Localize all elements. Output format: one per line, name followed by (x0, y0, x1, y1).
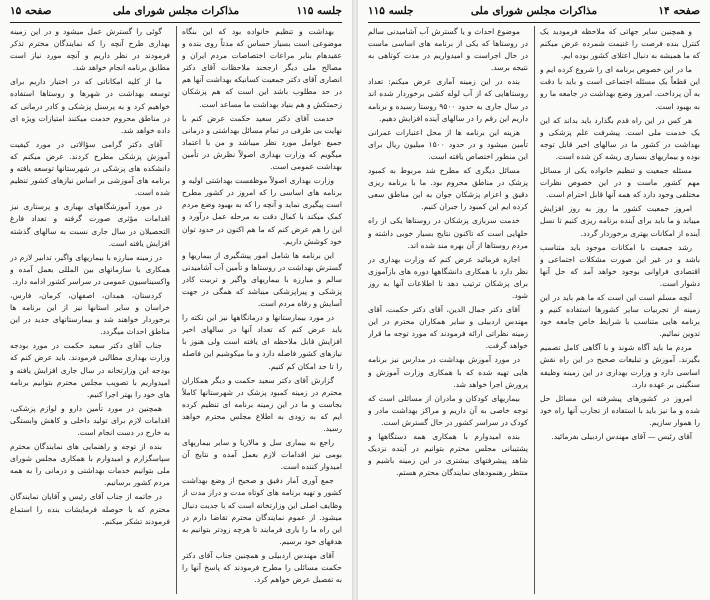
paragraph: و همچنین سایر جهاتی که ملاحظه فرمودید یک کنترل بنده فرصت را غنیمت شمرده عرض میکنم که ما همیشه به دنبال اعتلای کشور بوده ایم. (540, 27, 700, 61)
paragraph: مسئله جمعیت و تنظیم خانواده یکی از مسائل مهم کشور ماست و در این خصوص نظرات مختلفی وجود دارد که همه آنها قابل احترام است. (540, 166, 700, 200)
paragraph: گزارش آقای دکتر سعید حکمت و دیگر همکاران محترم در زمینه کمبود پزشک در شهرستانها کاملاً بجاست و ما در این زمینه برنامه ای تنظیم کرده ایم که به زودی به اطلاع مجلس محترم خواهد رسید. (182, 375, 342, 433)
right-page (358, 0, 710, 600)
paragraph: در زمینه مبارزه با بیماریهای واگیر، تدابیر لازم در همکاری با سازمانهای بین المللی بعمل آمده و واکسیناسیون عمومی در سراسر کشور ادامه دارد. (10, 252, 170, 286)
right-page-session: جلسه ۱۱۵ (368, 5, 414, 17)
paragraph: جمع آوری آمار دقیق و صحیح از وضع بهداشت کشور و تهیه برنامه های کوتاه مدت و دراز مدت از وظایف اصلی این وزارتخانه است که با جدیت دنبال میشود. از عموم نمایندگان محترم تقاضا دارم در این راه ما را یاری فرمایند تا هرچه زودتر بتوانیم به هدفهای خود برسیم. (182, 476, 342, 546)
right-page-number: صفحه ۱۴ (658, 5, 700, 17)
right-page-header (368, 4, 700, 23)
paragraph: این برنامه ها شامل امور پیشگیری از بیماریها و گسترش بهداشت در روستاها و تأمین آب آشامیدنی سالم و مبارزه با بیماریهای واگیر و تربیت کادر پزشکی و پیراپزشکی میباشد که همگی در جهت آسایش و رفاه مردم است. (182, 250, 342, 309)
left-page-columns (10, 26, 342, 594)
left-page (0, 0, 352, 600)
paragraph: اجازه فرمائید عرض کنم که وزارت بهداری در نظر دارد با همکاری دانشگاهها دوره های بازآموزی برای پزشکان ترتیب دهد تا اطلاعات آنها به روز شود. (368, 254, 528, 300)
paragraph: در خاتمه از جناب آقای رئیس و آقایان نمایندگان محترم که با حوصله فرمایشات بنده را استماع فرمودند تشکر میکنم. (10, 492, 170, 526)
paragraph: گوئی را گسترش عمل میشود و در این زمینه بهداری طرح آنچه را که نمایندگان محترم تذکر فرمودند در نظر داریم و آنچه مورد نیاز است مطابق برنامه انجام خواهد شد. (10, 27, 170, 73)
paragraph: آقای رئیس — آقای مهندس اردبیلی بفرمائید. (551, 432, 692, 441)
left-page-number: صفحه ۱۵ (10, 5, 52, 17)
right-page-columns (368, 26, 700, 594)
paragraph: راجع به بیماری سل و مالاریا و سایر بیماریهای بومی نیز اقدامات لازم بعمل آمده و نتایج آن امیدوار کننده است. (182, 438, 342, 472)
left-page-header (10, 4, 342, 23)
left-page-title: مذاکرات مجلس شورای ملی (112, 5, 240, 17)
paragraph: بنده در این زمینه آماری عرض میکنم: تعداد روستاهایی که از آب لوله کشی برخوردار شده اند در سال جاری به حدود ۹۵۰۰ روستا رسیده و برنامه داریم این رقم را در سالهای آینده افزایش دهیم. (368, 77, 528, 123)
paragraph: امروز در کشورهای پیشرفته این مسائل حل شده و ما نیز باید با استفاده از تجارب آنها راه خود را هموار سازیم. (540, 393, 700, 427)
paragraph: همچنین در مورد تأمین دارو و لوازم پزشکی، اقدامات لازم برای تولید داخلی و کاهش وابستگی به خارج در دست انجام است. (10, 403, 170, 437)
right-page-right-column (540, 26, 700, 594)
paragraph: آقای دکتر گرامی سؤالاتی در مورد کیفیت آموزش پزشکی مطرح کردند. عرض میکنم که دانشکده های پزشکی در شهرستانها توسعه یافته و برنامه های آموزشی بر اساس نیازهای کشور تنظیم شده است. (10, 139, 170, 198)
paragraph: کردستان، همدان، اصفهان، کرمان، فارس، خراسان و سایر استانها نیز از این برنامه ها برخوردار خواهند شد و بیمارستانهای جدید در این مناطق احداث میگردد. (10, 290, 170, 337)
paragraph: جناب آقای دکتر سعید حکمت در مورد بودجه وزارت بهداری مطالبی فرمودند. باید عرض کنم که بودجه این وزارتخانه در سال جاری افزایش یافته و امیدواریم با تصویب مجلس محترم بتوانیم برنامه های خود را بهتر اجرا کنیم. (10, 341, 170, 399)
paragraph: مردم ما باید آگاه شوند و با آگاهی کامل تصمیم بگیرند. آموزش و تبلیغات صحیح در این راه نقش اساسی دارد و وزارت بهداری در این زمینه وظیفه سنگینی بر عهده دارد. (540, 343, 700, 389)
paragraph: امروز جمعیت کشور ما روز به روز افزایش مییابد و ما باید برای آینده برنامه ریزی کنیم تا نسل آینده از امکانات بهتری برخوردار گردد. (540, 204, 700, 238)
paragraph: بنده امیدوارم با همکاری همه دستگاهها و پشتیبانی مجلس محترم بتوانیم در آینده نزدیک شاهد پیشرفتهای بیشتری در این زمینه باشیم و منتظر رهنمودهای نمایندگان محترم هستم. (368, 432, 528, 478)
paragraph: بنده از توجه و راهنمایی های نمایندگان محترم سپاسگزارم و امیدوارم با همکاری مجلس شورای ملی بتوانیم خدمات بهداشتی و درمانی را به همه مردم کشور برسانیم. (10, 442, 170, 488)
right-page-left-column (368, 26, 528, 594)
paragraph: خدمت آقای دکتر سعید حکمت عرض کنم با نهایت بی طرفی در تمام مسائل بهداشتی و درمانی جمیع عوامل مورد نظر میباشد و من با اعتماد میگویم که وزارت بهداری اصولاً نظرش در تأمین بهداشت عمومی است. (182, 113, 342, 172)
paragraph: بیماریهای کودکان و مادران از مسائلی است که توجه خاصی به آن داریم و مراکز بهداشت مادر و کودک در سراسر کشور در حال گسترش است. (368, 393, 528, 427)
paragraph: در مورد آموزش بهداشت در مدارس نیز برنامه هایی تهیه شده که با همکاری وزارت آموزش و پرورش اجرا خواهد شد. (368, 355, 528, 389)
paragraph: آنچه مسلم است این است که ما هم باید در این زمینه از تجربیات سایر کشورها استفاده کنیم و برنامه هایی متناسب با شرایط خاص جامعه خود تدوین نمائیم. (540, 292, 700, 339)
paragraph: در مورد آموزشگاههای بهیاری و پرستاری نیز اقدامات مؤثری صورت گرفته و تعداد فارغ التحصیلان در سال جاری نسبت به سالهای گذشته افزایش یافته است. (10, 202, 170, 248)
column-divider (534, 26, 535, 594)
paragraph: آقای مهندس اردبیلی و همچنین جناب آقای دکتر حکمت مسائلی را مطرح فرمودند که پاسخ آنها را به تفصیل عرض خواهم کرد. (182, 550, 342, 585)
paragraph: هر کس در این راه قدم بگذارد باید بداند که این یک خدمت ملی است. پیشرفت علم پزشکی و بهداشت در کشور ما در سالهای اخیر قابل توجه بوده و بیماریهای بسیاری ریشه کن شده است. (540, 115, 700, 161)
paragraph: ما در این خصوص برنامه ای را شروع کرده ایم و این قطعاً یک مسئله اجتماعی است و باید با دقت به آن پرداخت. امروز وضع بهداشت در جامعه ما رو به بهبود است. (540, 65, 700, 111)
paragraph: مسائل دیگری که مطرح شد مربوط به کمبود پزشک در مناطق محروم بود. ما با برنامه ریزی دقیق و اعزام پزشکان جوان به این مناطق سعی کرده ایم این کمبود را جبران کنیم. (368, 166, 528, 212)
paragraph: بهداشت و تنظیم خانواده بود که این بنگاه موضوعی است بسیار حساس که مدتاً روی بنده و عقیدهام بنابر مراعات اختصاصات مردم ایران و مصالح ملی دیگر ارجحند ملاحظات آقای دکتر انصاری آقای دکتر جمعیت کسانیکه بهداشت آنها هم در حد مطلوب باشد این است که هم پزشکان زحمتکش و هم بنیاد بهداشت ما مساعد است. (182, 27, 342, 109)
column-divider (176, 26, 177, 594)
right-page-title: مذاکرات مجلس شورای ملی (470, 5, 598, 17)
paragraph: موضوع احداث و یا گسترش آب آشامیدنی سالم در روستاها که یکی از برنامه های اساسی ماست در حال اجراست و امیدواریم در مدت کوتاهی به نتیجه برسد. (368, 27, 528, 73)
paragraph: آقای دکتر جمال الدین، آقای دکتر حکمت، آقای مهندس اردبیلی و سایر همکاران محترم در این زمینه نظراتی ارائه فرمودند که مورد توجه ما قرار خواهد گرفت. (368, 305, 528, 351)
paragraph: خدمت سربازی پزشکان در روستاها یکی از راه حلهایی است که تاکنون نتایج بسیار خوبی داشته و مردم روستاها از آن بهره مند شده اند. (368, 216, 528, 250)
paragraph: رشد جمعیت با امکانات موجود باید متناسب باشد و در غیر این صورت مشکلات اجتماعی و اقتصادی فراوانی بوجود خواهد آمد که حل آنها دشوار است. (540, 242, 700, 288)
paragraph: وزارت بهداری اصولاً موظفست بهداشتی اولیه و برنامه های اساسی را که امروز در کشور مطرح است پیگیری نماید و آنچه را که به بهبود وضع مردم کمک میکند با کمال دقت به مرحله عمل درآورد و این را هم عرض کنم که ما هم اکنون در حدود توان خود کوشش داریم. (182, 176, 342, 246)
left-page-left-column (10, 26, 170, 594)
left-page-right-column (182, 26, 342, 594)
left-page-session: جلسه ۱۱۵ (296, 5, 342, 17)
paragraph: ما از کلیه امکاناتی که در اختیار داریم برای توسعه بهداشت در شهرها و روستاها استفاده خواهیم کرد و به پرسنل پزشکی و کادر درمانی که در مناطق محروم خدمت میکنند امتیازات ویژه ای داده خواهد شد. (10, 77, 170, 135)
paragraph: هزینه این برنامه ها از محل اعتبارات عمرانی تأمین میشود و در حدود ۱۵۰۰ میلیون ریال برای این منظور اختصاص یافته است. (368, 127, 528, 161)
paragraph: در مورد بیمارستانها و درمانگاهها نیز این نکته را باید عرض کنم که تعداد آنها در سالهای اخیر افزایش قابل ملاحظه ای یافته است ولی هنوز با نیازهای کشور فاصله دارد و ما میکوشیم این فاصله را تا حد امکان کم کنیم. (182, 313, 342, 371)
